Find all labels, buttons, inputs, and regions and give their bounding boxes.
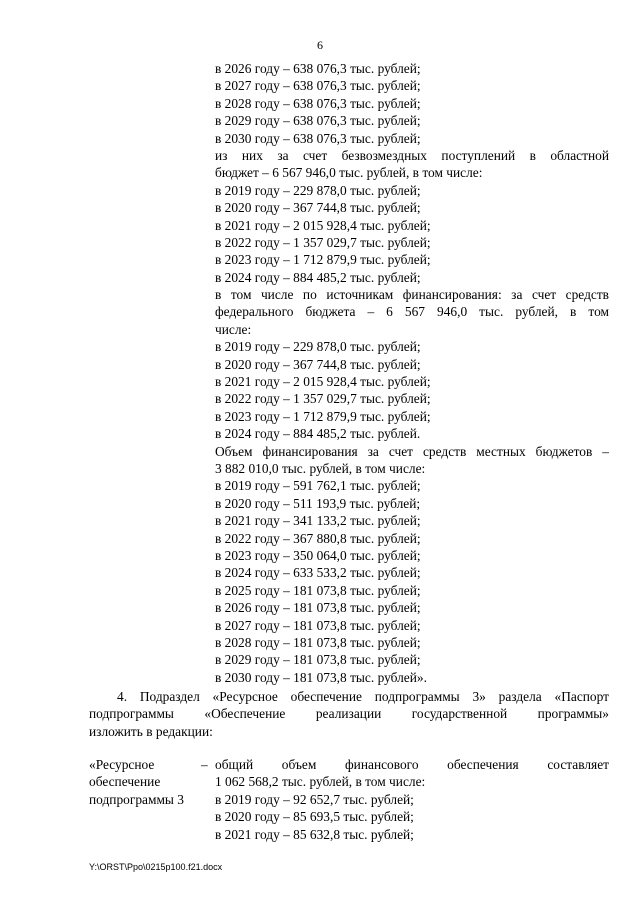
text-line: в 2021 году – 341 133,2 тыс. рублей; — [215, 513, 421, 529]
text-line: изложить в редакции: — [89, 723, 213, 739]
text-line: «Ресурсное — [89, 757, 155, 772]
text-line: в 2029 году – 638 076,3 тыс. рублей; — [215, 113, 421, 129]
text-line: бюджет – 6 567 946,0 тыс. рублей, в том числе: — [215, 165, 483, 181]
table-label-cell — [89, 756, 201, 808]
text-line: в 2019 году – 591 762,1 тыс. рублей; — [215, 478, 421, 494]
text-line: в 2022 году – 1 357 029,7 тыс. рублей; — [215, 391, 431, 407]
text-line: в 2028 году – 638 076,3 тыс. рублей; — [215, 95, 421, 111]
text-line: в 2020 году – 367 744,8 тыс. рублей; — [215, 356, 421, 372]
text-line: в 2023 году – 1 712 879,9 тыс. рублей; — [215, 408, 431, 424]
text-line: в 2023 году – 1 712 879,9 тыс. рублей; — [215, 252, 431, 268]
funding-column — [215, 60, 609, 686]
text-line: в 2030 году – 181 073,8 тыс. рублей». — [215, 669, 427, 685]
text-line: в 2019 году – 229 878,0 тыс. рублей; — [215, 182, 421, 198]
text-line: числе: — [215, 321, 252, 337]
text-line: в 2026 году – 638 076,3 тыс. рублей; — [215, 61, 421, 76]
text-line: Объем финансирования за счет средств местных бюджетов – — [215, 443, 609, 459]
text-line: в 2022 году – 367 880,8 тыс. рублей; — [215, 530, 421, 546]
text-line: в 2020 году – 511 193,9 тыс. рублей; — [215, 495, 421, 511]
text-line: общий объем финансового обеспечения составляет — [215, 757, 609, 772]
amendment-paragraph — [89, 688, 609, 740]
text-line: в 2024 году – 884 485,2 тыс. рублей. — [215, 426, 421, 442]
text-line: в 2020 году – 367 744,8 тыс. рублей; — [215, 200, 421, 216]
text-line: в 2021 году – 2 015 928,4 тыс. рублей; — [215, 217, 431, 233]
text-line: в 2027 году – 638 076,3 тыс. рублей; — [215, 78, 421, 94]
text-line: 3 882 010,0 тыс. рублей, в том числе: — [215, 460, 426, 476]
text-line: подпрограммы «Обеспечение реализации государственной программы» — [89, 706, 609, 722]
text-line: в 2029 году – 181 073,8 тыс. рублей; — [215, 652, 421, 668]
table-dash: – — [201, 757, 208, 772]
text-line: 1 062 568,2 тыс. рублей, в том числе: — [215, 774, 426, 790]
text-line: в 2020 году – 85 693,5 тыс. рублей; — [215, 809, 414, 825]
text-line: в 2027 году – 181 073,8 тыс. рублей; — [215, 617, 421, 633]
text-line: в 2022 году – 1 357 029,7 тыс. рублей; — [215, 234, 431, 250]
text-line: в 2021 году – 85 632,8 тыс. рублей; — [215, 826, 414, 842]
text-line: подпрограммы 3 — [89, 791, 184, 807]
text-line: в 2028 году – 181 073,8 тыс. рублей; — [215, 634, 421, 650]
text-line: в 2021 году – 2 015 928,4 тыс. рублей; — [215, 374, 431, 390]
text-line: федерального бюджета – 6 567 946,0 тыс. рублей, в том — [215, 304, 609, 320]
text-line: в 2019 году – 92 652,7 тыс. рублей; — [215, 791, 414, 807]
text-line: в 2024 году – 633 533,2 тыс. рублей; — [215, 565, 421, 581]
file-path-footer: Y:\ORST\Ppo\0215p100.f21.docx — [89, 862, 223, 872]
text-line: в 2024 году – 884 485,2 тыс. рублей; — [215, 269, 421, 285]
text-line: в 2025 году – 181 073,8 тыс. рублей; — [215, 582, 421, 598]
text-line: 4. Подраздел «Ресурсное обеспечение подпрограммы 3» раздела «Паспорт — [117, 689, 609, 704]
page-number: 6 — [317, 38, 323, 52]
text-line: в 2023 году – 350 064,0 тыс. рублей; — [215, 547, 421, 563]
table-value-cell — [215, 756, 609, 843]
text-line: в том числе по источникам финансирования: за счет средств — [215, 287, 609, 303]
text-line: из них за счет безвозмездных поступлений в областной — [215, 147, 609, 163]
text-line: в 2030 году – 638 076,3 тыс. рублей; — [215, 130, 421, 146]
text-line: обеспечение — [89, 774, 161, 790]
text-line: в 2019 году – 229 878,0 тыс. рублей; — [215, 339, 421, 355]
text-line: в 2026 году – 181 073,8 тыс. рублей; — [215, 600, 421, 616]
